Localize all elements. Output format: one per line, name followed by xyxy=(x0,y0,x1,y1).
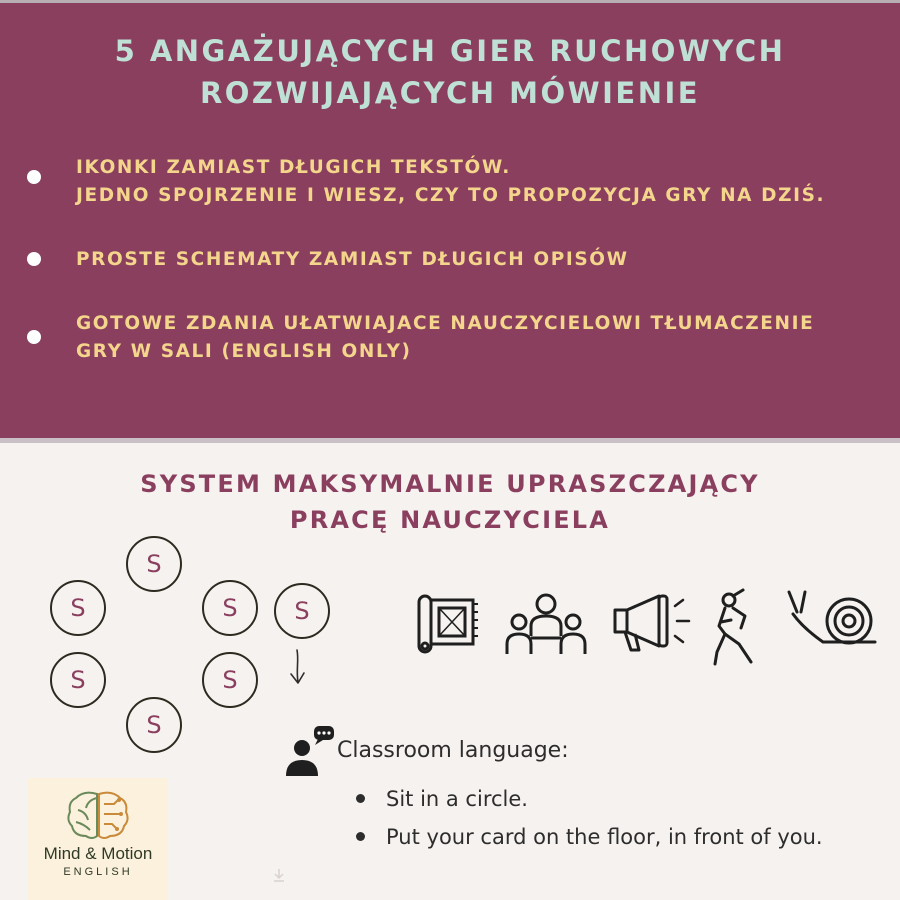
feature-line: GRY W SALI (ENGLISH ONLY) xyxy=(76,341,412,362)
bullet-dot xyxy=(27,252,41,266)
game-icons-row xyxy=(415,588,885,668)
feature-line: PROSTE SCHEMATY ZAMIAST DŁUGICH OPISÓW xyxy=(76,249,629,270)
feature-line: IKONKI ZAMIAST DŁUGICH TEKSTÓW. xyxy=(76,157,511,178)
student-seat: S xyxy=(126,697,182,753)
page-title-line: 5 ANGAŻUJĄCYCH GIER RUCHOWYCH xyxy=(114,34,786,68)
brain-icon xyxy=(64,788,132,842)
feature-line: GOTOWE ZDANIA UŁATWIAJACE NAUCZYCIELOWI TŁUMACZENIE xyxy=(76,313,815,334)
section-divider xyxy=(0,438,900,443)
logo-name: Mind & Motion xyxy=(43,844,153,863)
logo-subtitle: ENGLISH xyxy=(63,866,133,878)
list-item: Sit in a circle. xyxy=(356,780,823,818)
student-seat: S xyxy=(202,580,258,636)
megaphone-icon xyxy=(611,588,691,658)
bullet-dot xyxy=(27,170,41,184)
feature-line: JEDNO SPOJRZENIE I WIESZ, CZY TO PROPOZYCJA GRY NA DZIŚ. xyxy=(76,185,826,206)
section-title-line: SYSTEM MAKSYMALNIE UPRASZCZAJĄCY xyxy=(140,470,760,498)
list-item: Put your card on the floor, in front of you. xyxy=(356,818,823,856)
feature-text xyxy=(76,154,876,210)
student-seat: S xyxy=(126,536,182,592)
speaker-icon xyxy=(284,724,336,778)
classroom-language-title: Classroom language: xyxy=(337,738,569,763)
dancer-icon xyxy=(711,588,761,668)
bullet-dot xyxy=(27,330,41,344)
feature-text xyxy=(76,246,876,274)
student-seat: S xyxy=(202,652,258,708)
snail-icon xyxy=(783,588,883,658)
download-icon xyxy=(272,868,286,882)
student-card: S xyxy=(274,583,330,639)
student-seat: S xyxy=(50,652,106,708)
page-title-line: ROZWIJAJĄCYCH MÓWIENIE xyxy=(199,76,701,110)
group-icon xyxy=(503,588,589,658)
mat-icon xyxy=(415,588,481,658)
brand-logo xyxy=(28,778,168,900)
page-title xyxy=(0,30,900,114)
down-arrow-icon xyxy=(286,648,310,688)
section-title-line: PRACĘ NAUCZYCIELA xyxy=(289,506,611,534)
section-title xyxy=(0,466,900,538)
student-seat: S xyxy=(50,580,106,636)
classroom-language-list xyxy=(356,780,823,856)
feature-text xyxy=(76,310,876,366)
